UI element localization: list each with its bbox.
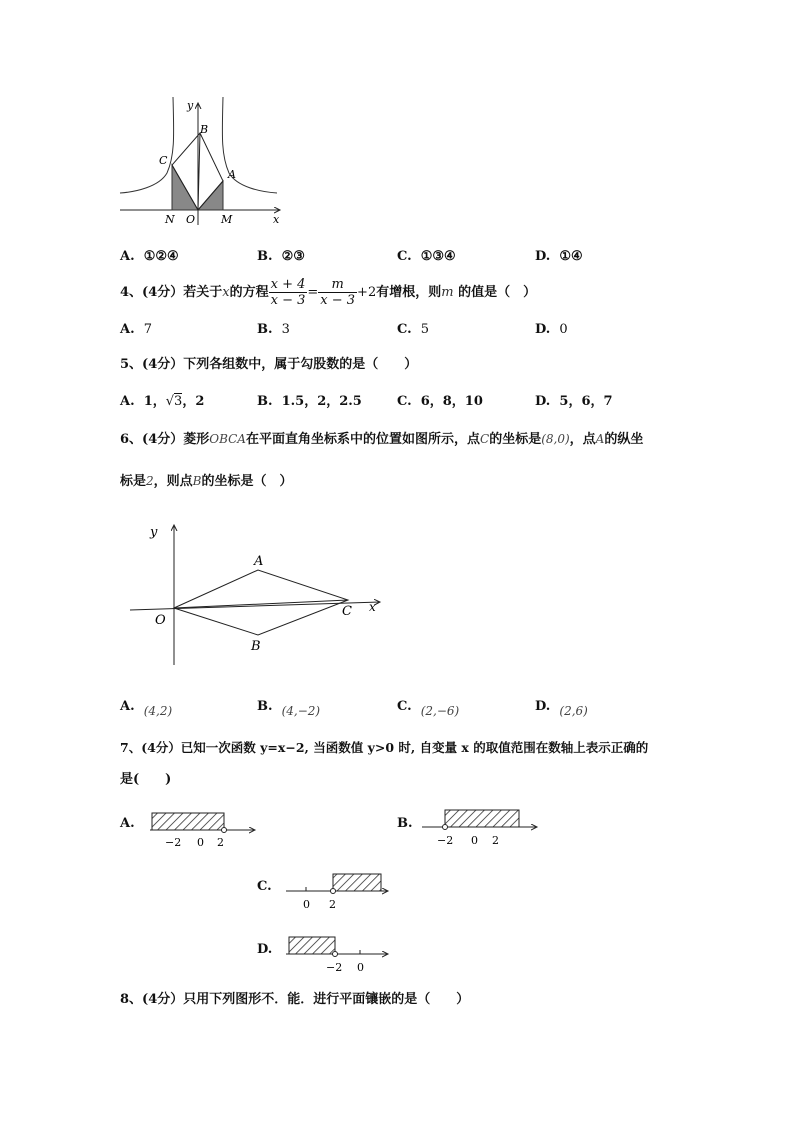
label-C: C: [342, 604, 352, 619]
label-y: y: [187, 99, 194, 112]
label-y: y: [150, 525, 158, 540]
label-x: x: [369, 600, 376, 614]
label-N: N: [165, 213, 175, 226]
option-letter: A.: [120, 249, 135, 264]
open-endpoint: [443, 825, 448, 830]
label-M: M: [221, 213, 233, 226]
q4-option-d[interactable]: [535, 322, 568, 337]
option-value-part: 1，: [143, 394, 166, 409]
option-value: 6，8，10: [420, 394, 483, 409]
option-letter: B.: [257, 322, 273, 337]
option-letter: B.: [397, 816, 413, 831]
q7-option-a[interactable]: [120, 816, 135, 831]
q6-text: 的纵坐: [604, 432, 644, 447]
q6-option-c[interactable]: [397, 699, 460, 718]
q3-option-b[interactable]: [257, 249, 305, 264]
tick-label: 2: [217, 836, 224, 849]
var-a: A: [595, 432, 605, 446]
var-c: C: [480, 432, 490, 446]
q6-option-a[interactable]: [120, 699, 173, 718]
option-letter: B.: [257, 249, 273, 264]
q5-option-a[interactable]: [120, 390, 204, 409]
q7-option-d[interactable]: [257, 942, 272, 957]
var-obca: OBCA: [209, 432, 246, 446]
option-value: 1.5，2，2.5: [281, 394, 362, 409]
q7-number-line-b[interactable]: [420, 806, 542, 848]
q4-prefix: 4、(4分）若关于: [120, 285, 223, 300]
q4-suffix: 有增根，则: [376, 285, 442, 300]
q3-option-c[interactable]: [397, 249, 456, 264]
sqrt-radicand: 3: [174, 394, 183, 409]
tick-label: 0: [303, 898, 310, 911]
option-value: ①③④: [420, 249, 456, 264]
q4-stem: [120, 277, 536, 308]
tick-label: 2: [492, 834, 499, 847]
option-letter: B.: [257, 699, 273, 714]
option-value: 3: [281, 322, 290, 337]
option-value: ②③: [281, 249, 305, 264]
option-letter: D.: [535, 322, 551, 337]
label-B: B: [200, 123, 209, 136]
value-two: 2: [146, 474, 154, 488]
fraction-2-denominator: x − 3: [320, 293, 356, 308]
q4-option-c[interactable]: [397, 322, 429, 337]
q6-text: 的坐标是: [489, 432, 542, 447]
q7-number-line-d[interactable]: [283, 932, 393, 976]
shaded-region: [333, 874, 381, 891]
option-letter: D.: [535, 699, 551, 714]
label-A: A: [228, 168, 236, 181]
option-letter: A.: [120, 394, 135, 409]
q7-stem-line2: 是( ): [120, 772, 172, 787]
option-letter: C.: [397, 322, 412, 337]
hyperbola-left-branch: [120, 97, 174, 193]
tick-label: 2: [329, 898, 336, 911]
q3-option-a[interactable]: [120, 249, 179, 264]
shaded-region: [289, 937, 335, 954]
hyperbola-rhombus-figure: [115, 95, 290, 230]
option-letter: D.: [535, 249, 551, 264]
option-letter: C.: [397, 394, 412, 409]
option-letter: B.: [257, 394, 273, 409]
fraction-1-numerator: x + 4: [270, 277, 306, 292]
option-letter: C.: [397, 249, 412, 264]
option-value: 5，6，7: [559, 394, 613, 409]
option-value: (4,2): [143, 704, 173, 718]
tick-label: −2: [437, 834, 454, 847]
fraction-1: [269, 277, 308, 308]
option-letter: C.: [257, 879, 272, 894]
equals-sign: =: [307, 285, 319, 300]
var-m: m: [441, 285, 454, 300]
q4-option-a[interactable]: [120, 322, 152, 337]
q4-end: 的值是（ ）: [458, 285, 537, 300]
q4-mid: 的方程: [229, 285, 269, 300]
tick-label: 0: [357, 961, 364, 974]
q7-stem-line1: 7、(4分）已知一次函数 y=x−2, 当函数值 y>0 时, 自变量 x 的取值范围在数轴上表示正确的: [120, 740, 649, 755]
q6-text: 6、(4分）菱形: [120, 432, 210, 447]
plus-two: +2: [357, 285, 377, 300]
tick-label: −2: [326, 961, 343, 974]
tick-label: 0: [197, 836, 204, 849]
q6-text: 标是: [120, 474, 147, 489]
option-letter: A.: [120, 816, 135, 831]
q7-number-line-a[interactable]: [145, 808, 260, 850]
shaded-region: [445, 810, 519, 827]
option-value: ①②④: [143, 249, 179, 264]
coord-c: (8,0): [541, 432, 570, 446]
q6-stem-line1: [120, 428, 643, 447]
q7-number-line-c[interactable]: [283, 868, 393, 912]
q6-option-d[interactable]: [535, 699, 588, 718]
tick-label: 0: [471, 834, 478, 847]
q6-option-b[interactable]: [257, 699, 321, 718]
label-A: A: [254, 554, 264, 569]
shaded-region: [152, 813, 224, 830]
option-value: 0: [559, 322, 568, 337]
rhombus-obca: [174, 570, 348, 635]
option-letter: D.: [257, 942, 273, 957]
fraction-2: [318, 277, 357, 308]
q7-option-c[interactable]: [257, 879, 272, 894]
option-value: (2,6): [559, 704, 588, 718]
label-C: C: [159, 154, 168, 167]
q3-option-d[interactable]: [535, 249, 583, 264]
option-value: (4,−2): [281, 704, 321, 718]
option-value: 7: [143, 322, 152, 337]
q6-text: ，则点: [153, 474, 193, 489]
open-endpoint: [331, 889, 336, 894]
option-value-part: ，2: [182, 394, 205, 409]
open-endpoint: [333, 952, 338, 957]
open-endpoint: [222, 828, 227, 833]
option-letter: D.: [535, 394, 551, 409]
fraction-1-denominator: x − 3: [270, 293, 306, 308]
label-O: O: [186, 213, 196, 226]
q8-stem: 8、(4分）只用下列图形不．能．进行平面镶嵌的是（ ）: [120, 992, 470, 1007]
q5-option-c[interactable]: [397, 390, 483, 409]
tick-label: −2: [165, 836, 182, 849]
q6-text: ，点: [569, 432, 596, 447]
label-B: B: [251, 639, 261, 654]
var-x: x: [222, 285, 230, 300]
q6-text: 在平面直角坐标系中的位置如图所示，点: [245, 432, 480, 447]
option-value: (2,−6): [420, 704, 460, 718]
option-value: ①④: [559, 249, 583, 264]
rhombus-figure: [125, 520, 390, 668]
q5-option-d[interactable]: [535, 390, 613, 409]
option-value: 5: [420, 322, 429, 337]
option-letter: C.: [397, 699, 412, 714]
q5-option-b[interactable]: [257, 390, 362, 409]
option-letter: A.: [120, 699, 135, 714]
q4-option-b[interactable]: [257, 322, 290, 337]
q5-stem: 5、(4分）下列各组数中，属于勾股数的是（ ）: [120, 357, 418, 372]
q7-option-b[interactable]: [397, 816, 413, 831]
label-O: O: [155, 613, 166, 628]
label-x: x: [273, 213, 280, 226]
option-letter: A.: [120, 322, 135, 337]
q6-stem-line2: [120, 470, 293, 489]
q6-text: 的坐标是（ ）: [201, 474, 293, 489]
fraction-2-numerator: m: [318, 277, 357, 293]
var-b: B: [192, 474, 202, 488]
sqrt-sign: √: [165, 394, 175, 409]
